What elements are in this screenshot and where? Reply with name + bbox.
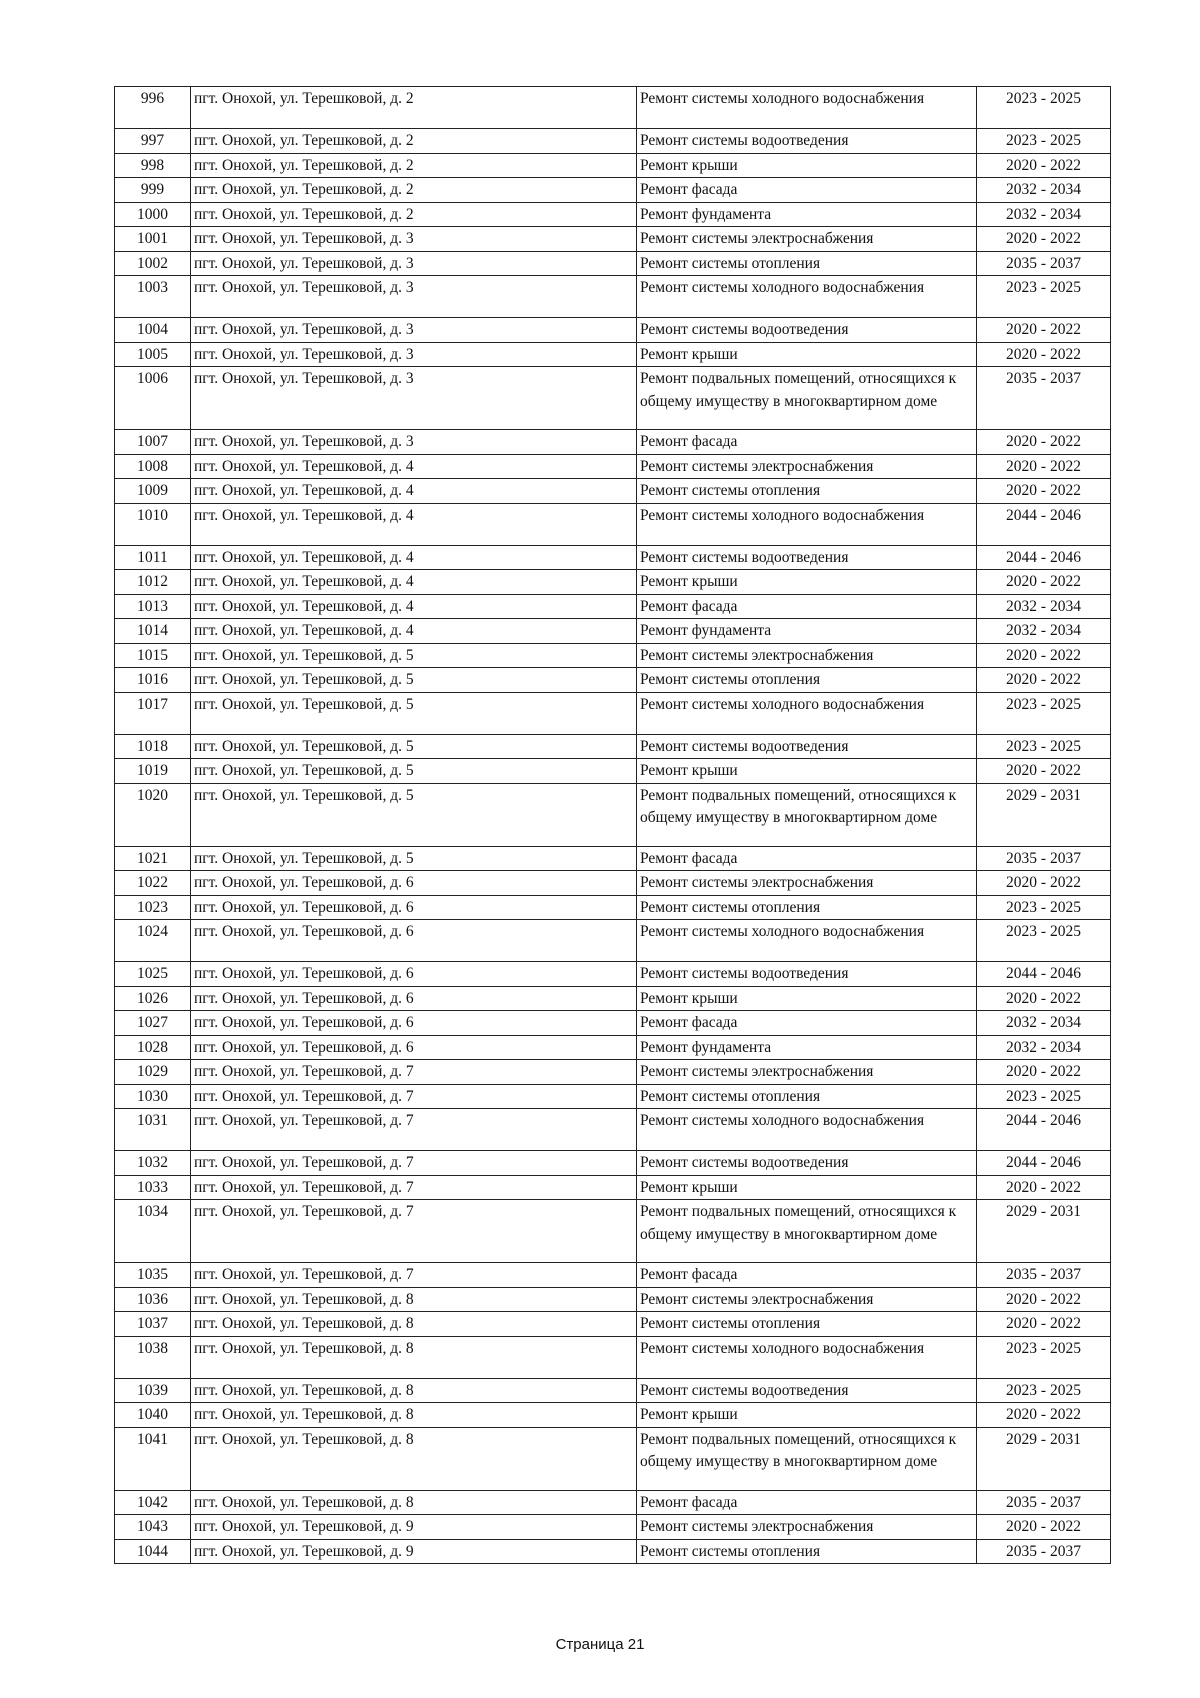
period-cell: 2035 - 2037 [977,846,1111,871]
row-number-cell: 1005 [115,342,191,367]
address-cell: пгт. Онохой, ул. Терешковой, д. 3 [191,251,637,276]
period-cell: 2023 - 2025 [977,920,1111,962]
period-cell: 2023 - 2025 [977,1084,1111,1109]
table-row [115,668,1111,693]
row-number-cell: 1036 [115,1287,191,1312]
address-cell: пгт. Онохой, ул. Терешковой, д. 2 [191,153,637,178]
work-type-cell: Ремонт крыши [637,1403,977,1428]
work-type-cell: Ремонт крыши [637,986,977,1011]
period-cell: 2032 - 2034 [977,1035,1111,1060]
address-cell: пгт. Онохой, ул. Терешковой, д. 8 [191,1287,637,1312]
work-type-cell: Ремонт системы водоотведения [637,545,977,570]
work-type-cell: Ремонт системы холодного водоснабжения [637,503,977,545]
table-row [115,1084,1111,1109]
address-cell: пгт. Онохой, ул. Терешковой, д. 6 [191,1011,637,1036]
address-cell: пгт. Онохой, ул. Терешковой, д. 3 [191,367,637,430]
address-cell: пгт. Онохой, ул. Терешковой, д. 4 [191,454,637,479]
table-row [115,1175,1111,1200]
address-cell: пгт. Онохой, ул. Терешковой, д. 7 [191,1175,637,1200]
row-number-cell: 1013 [115,594,191,619]
table-row [115,153,1111,178]
address-cell: пгт. Онохой, ул. Терешковой, д. 7 [191,1084,637,1109]
period-cell: 2035 - 2037 [977,1539,1111,1564]
work-type-cell: Ремонт подвальных помещений, относящихся к общему имуществу в многоквартирном доме [637,1427,977,1490]
work-type-cell: Ремонт фасада [637,178,977,203]
address-cell: пгт. Онохой, ул. Терешковой, д. 5 [191,846,637,871]
period-cell: 2029 - 2031 [977,1427,1111,1490]
work-type-cell: Ремонт фасада [637,1263,977,1288]
address-cell: пгт. Онохой, ул. Терешковой, д. 8 [191,1490,637,1515]
table-row [115,734,1111,759]
address-cell: пгт. Онохой, ул. Терешковой, д. 5 [191,759,637,784]
row-number-cell: 1000 [115,202,191,227]
table-row [115,178,1111,203]
period-cell: 2020 - 2022 [977,1060,1111,1085]
work-type-cell: Ремонт фасада [637,1490,977,1515]
period-cell: 2020 - 2022 [977,1515,1111,1540]
work-type-cell: Ремонт системы холодного водоснабжения [637,276,977,318]
address-cell: пгт. Онохой, ул. Терешковой, д. 8 [191,1336,637,1378]
period-cell: 2044 - 2046 [977,503,1111,545]
table-row [115,202,1111,227]
row-number-cell: 1007 [115,430,191,455]
row-number-cell: 1026 [115,986,191,1011]
period-cell: 2020 - 2022 [977,479,1111,504]
row-number-cell: 1022 [115,871,191,896]
row-number-cell: 1015 [115,643,191,668]
table-row [115,1011,1111,1036]
page-footer [0,1636,1200,1653]
work-type-cell: Ремонт крыши [637,153,977,178]
work-type-cell: Ремонт крыши [637,570,977,595]
row-number-cell: 1020 [115,783,191,846]
work-type-cell: Ремонт системы электроснабжения [637,454,977,479]
row-number-cell: 1012 [115,570,191,595]
row-number-cell: 1040 [115,1403,191,1428]
row-number-cell: 1016 [115,668,191,693]
table-row [115,545,1111,570]
work-type-cell: Ремонт системы водоотведения [637,962,977,987]
table-row [115,759,1111,784]
work-type-cell: Ремонт системы отопления [637,668,977,693]
address-cell: пгт. Онохой, ул. Терешковой, д. 7 [191,1263,637,1288]
work-type-cell: Ремонт подвальных помещений, относящихся к общему имуществу в многоквартирном доме [637,783,977,846]
table-row [115,129,1111,154]
address-cell: пгт. Онохой, ул. Терешковой, д. 3 [191,430,637,455]
table-row [115,692,1111,734]
period-cell: 2020 - 2022 [977,986,1111,1011]
work-type-cell: Ремонт системы холодного водоснабжения [637,1109,977,1151]
work-type-cell: Ремонт системы водоотведения [637,1378,977,1403]
table-row [115,1109,1111,1151]
table-row [115,227,1111,252]
work-type-cell: Ремонт крыши [637,342,977,367]
work-type-cell: Ремонт системы холодного водоснабжения [637,692,977,734]
work-type-cell: Ремонт фасада [637,846,977,871]
address-cell: пгт. Онохой, ул. Терешковой, д. 2 [191,129,637,154]
table-row [115,1378,1111,1403]
repair-schedule-table [114,86,1111,1564]
period-cell: 2032 - 2034 [977,1011,1111,1036]
period-cell: 2023 - 2025 [977,692,1111,734]
address-cell: пгт. Онохой, ул. Терешковой, д. 6 [191,920,637,962]
period-cell: 2020 - 2022 [977,318,1111,343]
period-cell: 2029 - 2031 [977,783,1111,846]
table-row [115,1539,1111,1564]
address-cell: пгт. Онохой, ул. Терешковой, д. 5 [191,668,637,693]
address-cell: пгт. Онохой, ул. Терешковой, д. 9 [191,1539,637,1564]
table-row [115,367,1111,430]
address-cell: пгт. Онохой, ул. Терешковой, д. 5 [191,783,637,846]
address-cell: пгт. Онохой, ул. Терешковой, д. 3 [191,318,637,343]
table-body [115,87,1111,1564]
period-cell: 2035 - 2037 [977,1263,1111,1288]
row-number-cell: 997 [115,129,191,154]
work-type-cell: Ремонт системы отопления [637,251,977,276]
table-row [115,276,1111,318]
work-type-cell: Ремонт фасада [637,430,977,455]
period-cell: 2020 - 2022 [977,668,1111,693]
row-number-cell: 1008 [115,454,191,479]
row-number-cell: 1031 [115,1109,191,1151]
address-cell: пгт. Онохой, ул. Терешковой, д. 7 [191,1109,637,1151]
row-number-cell: 1010 [115,503,191,545]
row-number-cell: 1030 [115,1084,191,1109]
address-cell: пгт. Онохой, ул. Терешковой, д. 6 [191,962,637,987]
table-row [115,594,1111,619]
table-row [115,1200,1111,1263]
work-type-cell: Ремонт системы отопления [637,479,977,504]
address-cell: пгт. Онохой, ул. Терешковой, д. 6 [191,1035,637,1060]
period-cell: 2023 - 2025 [977,1336,1111,1378]
row-number-cell: 1019 [115,759,191,784]
table-row [115,479,1111,504]
address-cell: пгт. Онохой, ул. Терешковой, д. 4 [191,619,637,644]
row-number-cell: 1017 [115,692,191,734]
row-number-cell: 1038 [115,1336,191,1378]
period-cell: 2020 - 2022 [977,1312,1111,1337]
row-number-cell: 1035 [115,1263,191,1288]
period-cell: 2020 - 2022 [977,570,1111,595]
period-cell: 2020 - 2022 [977,871,1111,896]
work-type-cell: Ремонт системы холодного водоснабжения [637,87,977,129]
address-cell: пгт. Онохой, ул. Терешковой, д. 7 [191,1200,637,1263]
row-number-cell: 1025 [115,962,191,987]
row-number-cell: 1018 [115,734,191,759]
work-type-cell: Ремонт фундамента [637,202,977,227]
table-row [115,1427,1111,1490]
period-cell: 2020 - 2022 [977,643,1111,668]
period-cell: 2029 - 2031 [977,1200,1111,1263]
table-row [115,1490,1111,1515]
period-cell: 2020 - 2022 [977,759,1111,784]
table-row [115,1515,1111,1540]
table-row [115,318,1111,343]
row-number-cell: 1003 [115,276,191,318]
table-row [115,643,1111,668]
address-cell: пгт. Онохой, ул. Терешковой, д. 3 [191,342,637,367]
row-number-cell: 1004 [115,318,191,343]
address-cell: пгт. Онохой, ул. Терешковой, д. 4 [191,545,637,570]
row-number-cell: 1044 [115,1539,191,1564]
period-cell: 2020 - 2022 [977,342,1111,367]
address-cell: пгт. Онохой, ул. Терешковой, д. 5 [191,692,637,734]
period-cell: 2032 - 2034 [977,594,1111,619]
address-cell: пгт. Онохой, ул. Терешковой, д. 2 [191,87,637,129]
row-number-cell: 1033 [115,1175,191,1200]
period-cell: 2023 - 2025 [977,87,1111,129]
row-number-cell: 1027 [115,1011,191,1036]
work-type-cell: Ремонт системы электроснабжения [637,1287,977,1312]
row-number-cell: 1006 [115,367,191,430]
work-type-cell: Ремонт фасада [637,594,977,619]
period-cell: 2023 - 2025 [977,734,1111,759]
period-cell: 2023 - 2025 [977,129,1111,154]
period-cell: 2044 - 2046 [977,962,1111,987]
row-number-cell: 1001 [115,227,191,252]
table-row [115,1336,1111,1378]
table-row [115,1035,1111,1060]
address-cell: пгт. Онохой, ул. Терешковой, д. 7 [191,1060,637,1085]
row-number-cell: 999 [115,178,191,203]
address-cell: пгт. Онохой, ул. Терешковой, д. 4 [191,594,637,619]
row-number-cell: 1041 [115,1427,191,1490]
period-cell: 2035 - 2037 [977,1490,1111,1515]
work-type-cell: Ремонт системы отопления [637,895,977,920]
table-row [115,895,1111,920]
period-cell: 2020 - 2022 [977,1175,1111,1200]
row-number-cell: 1029 [115,1060,191,1085]
period-cell: 2020 - 2022 [977,227,1111,252]
row-number-cell: 1043 [115,1515,191,1540]
period-cell: 2020 - 2022 [977,153,1111,178]
page-number: Страница 21 [555,1636,645,1653]
row-number-cell: 1021 [115,846,191,871]
work-type-cell: Ремонт системы водоотведения [637,318,977,343]
row-number-cell: 1028 [115,1035,191,1060]
address-cell: пгт. Онохой, ул. Терешковой, д. 7 [191,1151,637,1176]
row-number-cell: 1023 [115,895,191,920]
work-type-cell: Ремонт крыши [637,1175,977,1200]
period-cell: 2023 - 2025 [977,895,1111,920]
table-row [115,342,1111,367]
table-row [115,986,1111,1011]
work-type-cell: Ремонт системы электроснабжения [637,1060,977,1085]
period-cell: 2032 - 2034 [977,178,1111,203]
address-cell: пгт. Онохой, ул. Терешковой, д. 8 [191,1427,637,1490]
table-row [115,1151,1111,1176]
row-number-cell: 1024 [115,920,191,962]
address-cell: пгт. Онохой, ул. Терешковой, д. 5 [191,734,637,759]
row-number-cell: 1014 [115,619,191,644]
address-cell: пгт. Онохой, ул. Терешковой, д. 3 [191,276,637,318]
work-type-cell: Ремонт фасада [637,1011,977,1036]
work-type-cell: Ремонт фундамента [637,619,977,644]
period-cell: 2035 - 2037 [977,367,1111,430]
address-cell: пгт. Онохой, ул. Терешковой, д. 3 [191,227,637,252]
address-cell: пгт. Онохой, ул. Терешковой, д. 8 [191,1312,637,1337]
work-type-cell: Ремонт системы отопления [637,1539,977,1564]
address-cell: пгт. Онохой, ул. Терешковой, д. 4 [191,479,637,504]
work-type-cell: Ремонт подвальных помещений, относящихся к общему имуществу в многоквартирном доме [637,1200,977,1263]
table-row [115,430,1111,455]
period-cell: 2020 - 2022 [977,1403,1111,1428]
row-number-cell: 1037 [115,1312,191,1337]
address-cell: пгт. Онохой, ул. Терешковой, д. 4 [191,503,637,545]
work-type-cell: Ремонт крыши [637,759,977,784]
work-type-cell: Ремонт фундамента [637,1035,977,1060]
table-row [115,783,1111,846]
address-cell: пгт. Онохой, ул. Терешковой, д. 5 [191,643,637,668]
work-type-cell: Ремонт системы отопления [637,1084,977,1109]
period-cell: 2032 - 2034 [977,202,1111,227]
row-number-cell: 1032 [115,1151,191,1176]
work-type-cell: Ремонт системы электроснабжения [637,643,977,668]
table-row [115,871,1111,896]
address-cell: пгт. Онохой, ул. Терешковой, д. 2 [191,202,637,227]
work-type-cell: Ремонт системы холодного водоснабжения [637,1336,977,1378]
period-cell: 2020 - 2022 [977,454,1111,479]
table-row [115,1287,1111,1312]
period-cell: 2020 - 2022 [977,1287,1111,1312]
table-row [115,846,1111,871]
row-number-cell: 1042 [115,1490,191,1515]
work-type-cell: Ремонт системы водоотведения [637,1151,977,1176]
period-cell: 2020 - 2022 [977,430,1111,455]
row-number-cell: 1039 [115,1378,191,1403]
table-row [115,570,1111,595]
table-row [115,1060,1111,1085]
address-cell: пгт. Онохой, ул. Терешковой, д. 2 [191,178,637,203]
period-cell: 2035 - 2037 [977,251,1111,276]
address-cell: пгт. Онохой, ул. Терешковой, д. 8 [191,1403,637,1428]
period-cell: 2023 - 2025 [977,276,1111,318]
table-row [115,87,1111,129]
table-row [115,251,1111,276]
work-type-cell: Ремонт подвальных помещений, относящихся к общему имуществу в многоквартирном доме [637,367,977,430]
table-row [115,920,1111,962]
work-type-cell: Ремонт системы холодного водоснабжения [637,920,977,962]
address-cell: пгт. Онохой, ул. Терешковой, д. 8 [191,1378,637,1403]
row-number-cell: 998 [115,153,191,178]
table-row [115,503,1111,545]
row-number-cell: 1034 [115,1200,191,1263]
work-type-cell: Ремонт системы водоотведения [637,734,977,759]
period-cell: 2032 - 2034 [977,619,1111,644]
table-row [115,1263,1111,1288]
work-type-cell: Ремонт системы электроснабжения [637,871,977,896]
table-row [115,962,1111,987]
address-cell: пгт. Онохой, ул. Терешковой, д. 6 [191,986,637,1011]
work-type-cell: Ремонт системы водоотведения [637,129,977,154]
address-cell: пгт. Онохой, ул. Терешковой, д. 6 [191,871,637,896]
table-row [115,454,1111,479]
period-cell: 2044 - 2046 [977,545,1111,570]
work-type-cell: Ремонт системы электроснабжения [637,1515,977,1540]
address-cell: пгт. Онохой, ул. Терешковой, д. 9 [191,1515,637,1540]
row-number-cell: 996 [115,87,191,129]
period-cell: 2044 - 2046 [977,1109,1111,1151]
row-number-cell: 1002 [115,251,191,276]
work-type-cell: Ремонт системы электроснабжения [637,227,977,252]
table-row [115,1312,1111,1337]
row-number-cell: 1009 [115,479,191,504]
period-cell: 2044 - 2046 [977,1151,1111,1176]
address-cell: пгт. Онохой, ул. Терешковой, д. 4 [191,570,637,595]
address-cell: пгт. Онохой, ул. Терешковой, д. 6 [191,895,637,920]
table-row [115,1403,1111,1428]
row-number-cell: 1011 [115,545,191,570]
work-type-cell: Ремонт системы отопления [637,1312,977,1337]
period-cell: 2023 - 2025 [977,1378,1111,1403]
table-row [115,619,1111,644]
